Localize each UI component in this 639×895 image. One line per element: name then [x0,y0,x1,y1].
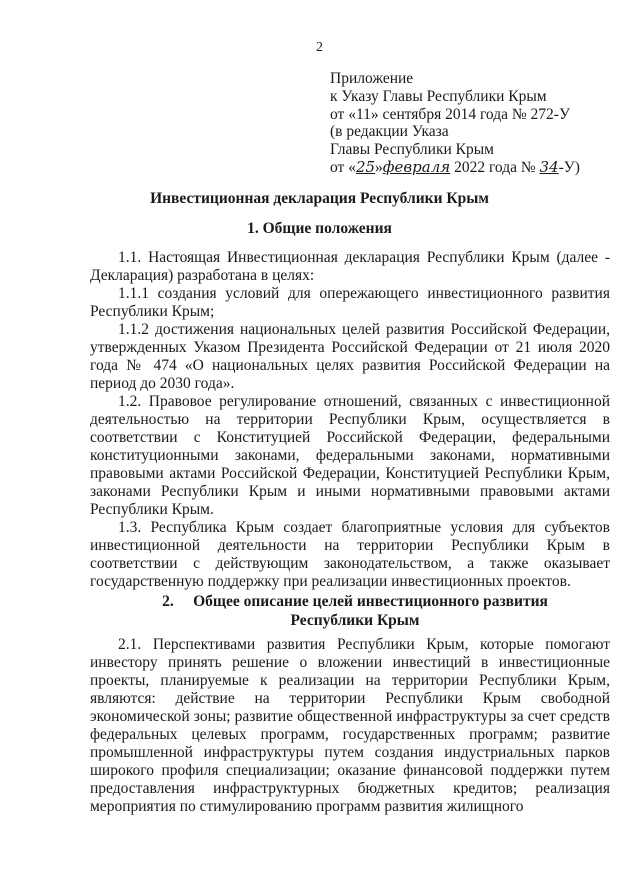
date-quote: » [375,158,383,176]
section-2-heading: 2. Общее описание целей инвестиционного развития Республики Крым [162,593,548,629]
paragraph: 1.1. Настоящая Инвестиционная декларация Республики Крым (далее - Декларация) разработана в целях: [90,249,610,284]
appendix-line: Главы Республики Крым [330,141,494,159]
appendix-line: (в редакции Указа [330,123,449,141]
paragraph: 2.1. Перспективами развития Республики Крым, которые помогают инвестору принять решение о вложении инвестиций в инвестиционные проекты, планируемые к реализации на территории Республики Крым, являются: действие на территории Республики Крым свободной экономической зоны; развитие общественной инфраструктуры за счет средств федеральных целевых программ, государственных программ; развитие промышленной инфраструктуры путем создания индустриальных парков широкого профиля специализации; оказание финансовой поддержки путем предоставления инфраструктурных бюджетных кредитов; реализация мероприятия по стимулированию программ развития жилищного [90,636,610,815]
date-prefix: от « [330,158,356,176]
page-number: 2 [316,40,323,55]
handwritten-day: 25 [355,157,376,176]
handwritten-month: февраля [382,157,451,176]
section-2-body [90,636,610,816]
section-1-heading: 1. Общие положения [247,220,392,237]
appendix-line: от «11» сентября 2014 года № 272-У [330,105,570,123]
paragraph: 1.1.2 достижения национальных целей развития Российской Федерации, утвержденных Указом Президента Российской Федерации от 21 июля 2020 года № 474 «О национальных целях развития Российской Федерации на период до 2030 года». [90,321,610,392]
date-year: 2022 года № [450,158,540,176]
document-title: Инвестиционная декларация Республики Крым [150,190,489,207]
paragraph: 1.1.1 создания условий для опережающего инвестиционного развития Республики Крым; [90,285,610,320]
appendix-header [330,70,620,177]
handwritten-number: 34 [539,157,559,176]
appendix-date-line [330,159,620,177]
appendix-line: к Указу Главы Республики Крым [330,87,547,105]
paragraph: 1.3. Республика Крым создает благоприятные условия для субъектов инвестиционной деятельности на территории Республики Крым в соответствии с действующим законодательством, а также оказывает государственную поддержку при реализации инвестиционных проектов. [90,519,610,590]
paragraph: 1.2. Правовое регулирование отношений, связанных с инвестиционной деятельностью на территории Республики Крым, осуществляется в соответствии с Конституцией Российской Федерации, федеральными конституционными законами, федеральными законами, нормативными правовыми актами Российской Федерации, Конституцией Республики Крым, законами Республики Крым и иными нормативными правовыми актами Республики Крым. [90,393,610,518]
section-1-body [90,249,610,591]
date-suffix: -У) [558,158,580,176]
appendix-line: Приложение [330,70,414,87]
